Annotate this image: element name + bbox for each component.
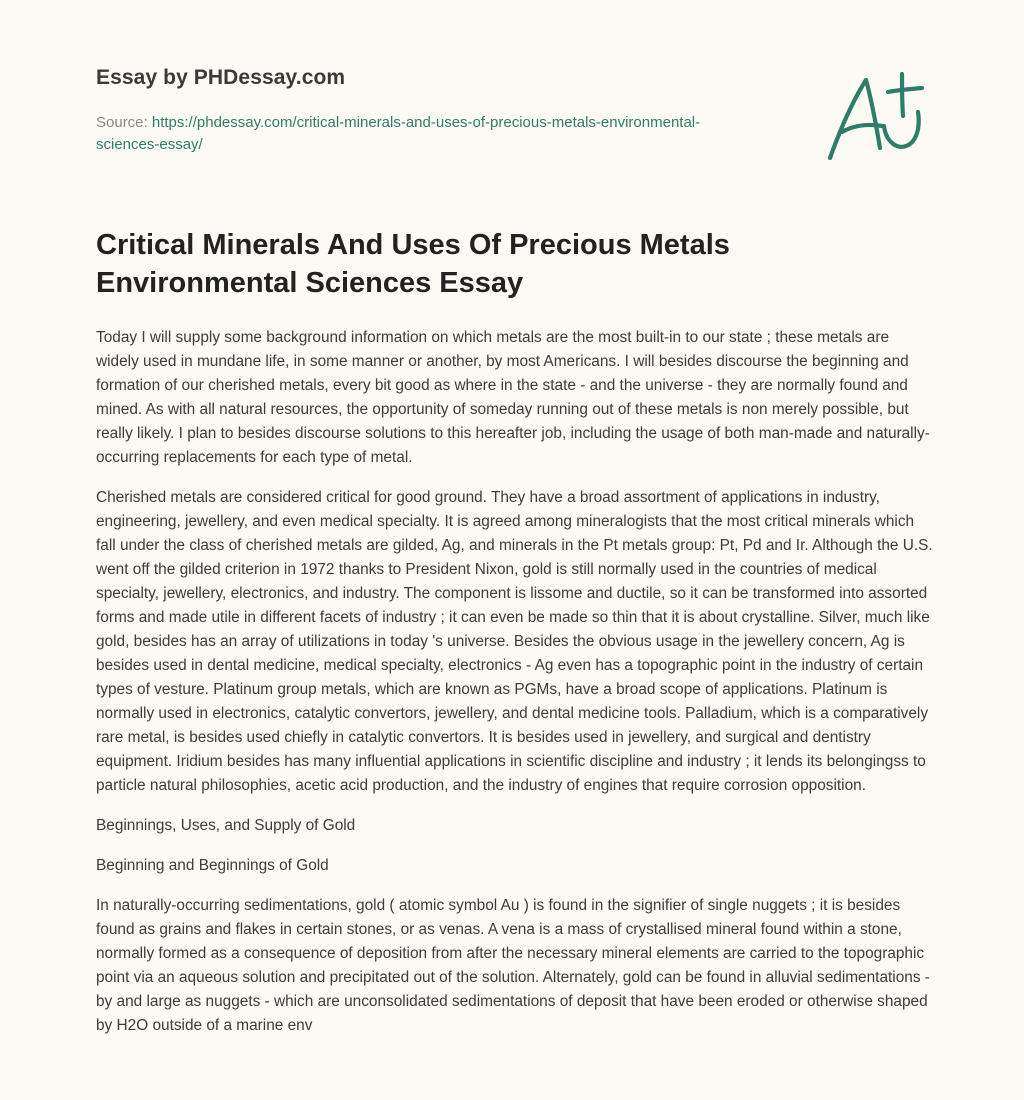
- source-link[interactable]: https://phdessay.com/critical-minerals-and-uses-of-precious-metals-environmental-sciences-essay/: [96, 114, 701, 153]
- a-plus-logo-icon: [822, 68, 928, 164]
- section-subheading: Beginning and Beginnings of Gold: [96, 857, 329, 874]
- source-line: [96, 112, 716, 156]
- source-label: Source:: [96, 114, 148, 131]
- essay-paragraph: In naturally-occurring sedimentations, gold ( atomic symbol Au ) is found in the signifier of single nuggets ; it is besides found as grains and flakes in certain stones, or as venas. A vena is a mass of crystallised mineral found within a stone, normally formed as a consequence of deposition from after the necessary mineral elements are carried to the topographic point via an aqueous solution and precipitated out of the solution. Alternately, gold can be found in alluvial sedimentations - by and large as nuggets - which are unconsolidated sedimentations of deposit that have been eroded or otherwise shaped by H2O outside of a marine env: [96, 897, 930, 1034]
- essay-paragraph: Today I will supply some background information on which metals are the most built-in to our state ; these metals are widely used in mundane life, in some manner or another, by most Americans. I will besides discourse the beginning and formation of our cherished metals, every bit good as where in the state - and the universe - they are normally found and mined. As with all natural resources, the opportunity of someday running out of these metals is non merely possible, but really likely. I plan to besides discourse solutions to this hereafter job, including the usage of both man-made and naturally-occurring replacements for each type of metal.: [96, 329, 930, 466]
- essay-paragraph: Cherished metals are considered critical for good ground. They have a broad assortment of applications in industry, engineering, jewellery, and even medical specialty. It is agreed among mineralogists that the most critical minerals which fall under the class of cherished metals are gilded, Ag, and minerals in the Pt metals group: Pt, Pd and Ir. Although the U.S. went off the gilded criterion in 1972 thanks to President Nixon, gold is still normally used in the countries of medical specialty, jewellery, electronics, and industry. The component is lissome and ductile, so it can be transformed into assorted forms and made utile in different facets of industry ; it can even be made so thin that it is about crystalline. Silver, much like gold, besides has an array of utilizations in today 's universe. Besides the obvious usage in the jewellery concern, Ag is besides used in dental medicine, medical specialty, electronics - Ag even has a topographic point in the industry of certain types of vesture. Platinum group metals, which are known as PGMs, have a broad scope of applications. Platinum is normally used in electronics, catalytic convertors, jewellery, and dental medicine tools. Palladium, which is a comparatively rare metal, is besides used chiefly in catalytic convertors. It is besides used in jewellery, and surgical and dentistry equipment. Iridium besides has many influential applications in scientific discipline and industry ; it lends its belongingss to particle natural philosophies, acetic acid production, and the industry of engines that require corrosion opposition.: [96, 489, 933, 794]
- section-heading: Beginnings, Uses, and Supply of Gold: [96, 817, 356, 834]
- essay-title: Critical Minerals And Uses Of Precious Metals Environmental Sciences Essay: [96, 229, 730, 299]
- site-title: Essay by PHDessay.com: [96, 66, 346, 89]
- essay-body: [96, 326, 934, 1054]
